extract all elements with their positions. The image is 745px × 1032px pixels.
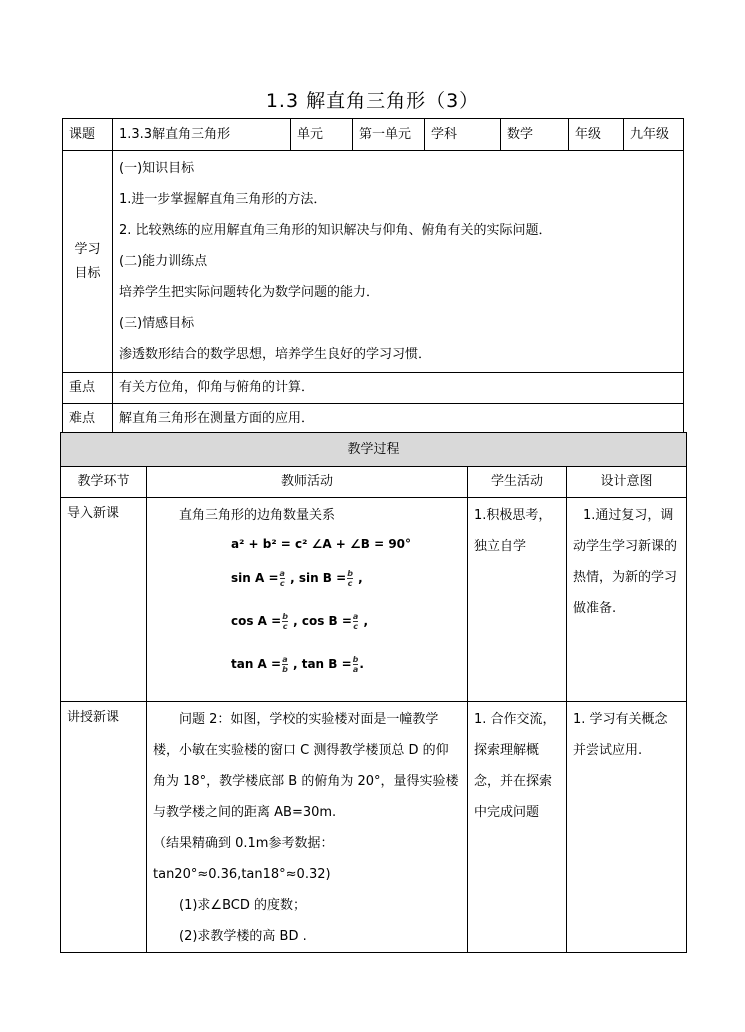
column-header: 教师活动: [147, 467, 468, 498]
process-title: 教学过程: [61, 433, 687, 467]
formula-sin: sin A = $\frac{a}{c}$ , sin B = $\frac{b}{c}$ ,: [231, 569, 363, 588]
goals-row: [63, 151, 684, 373]
lecture-intent: 1. 学习有关概念并尝试应用.: [567, 702, 687, 953]
goals-label: [63, 151, 113, 373]
grade-label: 年级: [569, 119, 624, 151]
fraction: $\frac{b}{c}$: [347, 569, 353, 588]
unit-value: 第一单元: [353, 119, 425, 151]
unit-label: 单元: [291, 119, 353, 151]
lecture-teacher: [147, 702, 468, 953]
goal-line: 培养学生把实际问题转化为数学问题的能力．: [119, 285, 380, 300]
goal-line: (二)能力训练点: [119, 254, 208, 269]
sin-a-label: sin A =: [231, 571, 279, 585]
lecture-row: [61, 702, 687, 953]
goal-line: (三)情感目标: [119, 316, 195, 331]
fraction: $\frac{a}{c}$: [279, 569, 285, 588]
formula-cos: cos A = $\frac{b}{c}$ , cos B = $\frac{a}{c}$ ,: [231, 612, 369, 631]
tan-b-label: , tan B =: [288, 657, 352, 671]
fraction: $\frac{a}{b}$: [282, 655, 288, 674]
difficulty-value: 解直角三角形在测量方面的应用．: [113, 404, 684, 435]
lecture-stage: 讲授新课: [61, 702, 147, 953]
fraction: $\frac{b}{c}$: [282, 612, 288, 631]
cos-b-label: , cos B =: [288, 614, 352, 628]
goal-line: 1.进一步掌握解直角三角形的方法．: [119, 192, 327, 207]
lesson-info-table: [62, 118, 684, 435]
course-label: 课题: [63, 119, 113, 151]
subject-label: 学科: [425, 119, 501, 151]
sin-b-label: , sin B =: [285, 571, 347, 585]
difficulty-label: 难点: [63, 404, 113, 435]
intro-teacher: [147, 498, 468, 702]
grade-value: 九年级: [624, 119, 684, 151]
column-header: 学生活动: [468, 467, 567, 498]
goals-label-line1: 学习: [74, 241, 101, 257]
key-point-row: [63, 373, 684, 404]
key-point-label: 重点: [63, 373, 113, 404]
intro-stage: 导入新课: [61, 498, 147, 702]
intro-student: 1.积极思考，独立自学: [468, 498, 567, 702]
column-header: 设计意图: [567, 467, 687, 498]
goal-line: (一)知识目标: [119, 161, 195, 176]
question-1: (1)求∠BCD 的度数；: [179, 898, 306, 913]
intro-row: [61, 498, 687, 702]
fraction: $\frac{a}{c}$: [352, 612, 359, 631]
formula-tan: tan A = $\frac{a}{b}$ , tan B = $\frac{b}{a}$ .: [231, 655, 364, 674]
intro-text: 直角三角形的边角数量关系: [179, 508, 336, 523]
course-value: 1.3.3解直角三角形: [113, 119, 291, 151]
goals-label-line2: 目标: [74, 265, 101, 281]
problem-text: 问题 2：如图，学校的实验楼对面是一幢教学楼，小敏在实验楼的窗口 C 测得教学楼顶总 D 的仰角为 18°，教学楼底部 B 的俯角为 20°，量得实验楼与教学楼之间的距离 AB=30m.: [153, 712, 459, 820]
process-header-row: [61, 467, 687, 498]
subject-value: 数学: [501, 119, 569, 151]
process-table: [60, 432, 687, 953]
page-title: 1.3 解直角三角形（3）: [265, 90, 480, 112]
cos-a-label: cos A =: [231, 614, 282, 628]
intro-intent: 1.通过复习，调动学生学习新课的热情，为新的学习做准备.: [567, 498, 687, 702]
formula-pythagoras: a² + b² = c² ∠A + ∠B = 90°: [231, 537, 412, 551]
lecture-student: 1. 合作交流，探索理解概念，并在探索中完成问题: [468, 702, 567, 953]
column-header: 教学环节: [61, 467, 147, 498]
goal-line: 渗透数形结合的数学思想，培养学生良好的学习习惯．: [119, 347, 432, 362]
header-row: [63, 119, 684, 151]
question-2: (2)求教学楼的高 BD .: [179, 929, 307, 944]
key-point-value: 有关方位角，仰角与俯角的计算．: [113, 373, 684, 404]
goals-content: [113, 151, 684, 373]
fraction: $\frac{b}{a}$: [352, 655, 359, 674]
problem-note: （结果精确到 0.1m参考数据：tan20°≈0.36,tan18°≈0.32): [153, 836, 334, 882]
tan-a-label: tan A =: [231, 657, 282, 671]
difficulty-row: [63, 404, 684, 435]
goal-line: 2. 比较熟练的应用解直角三角形的知识解决与仰角、俯角有关的实际问题．: [119, 223, 552, 238]
